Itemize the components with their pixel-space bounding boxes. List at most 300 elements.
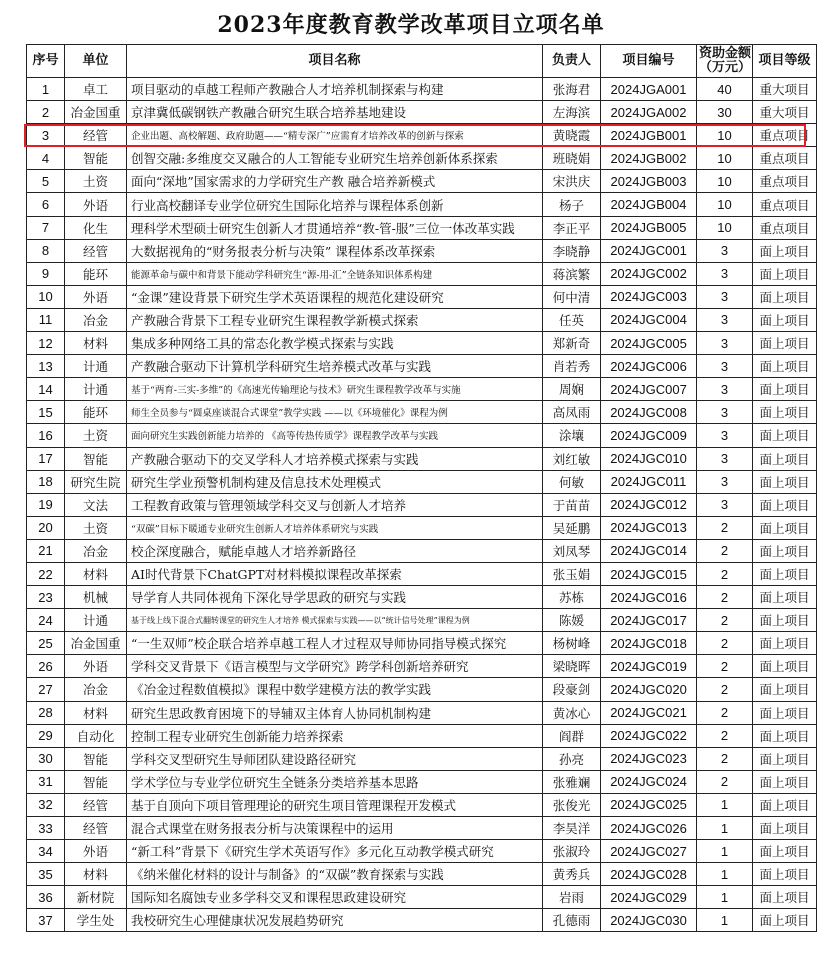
row-name: 《纳米催化材料的设计与制备》的“双碳”教育探索与实践 [127, 863, 543, 886]
row-lead: 何敏 [543, 470, 601, 493]
row-lead: 班晓娟 [543, 147, 601, 170]
table-row [27, 147, 817, 170]
row-level: 面上项目 [753, 840, 817, 863]
row-amount: 1 [697, 793, 753, 816]
row-lead: 孙亮 [543, 747, 601, 770]
table-row [27, 262, 817, 285]
row-amount: 10 [697, 193, 753, 216]
row-level: 面上项目 [753, 770, 817, 793]
row-level: 重大项目 [753, 101, 817, 124]
table-row [27, 239, 817, 262]
row-lead: 任英 [543, 308, 601, 331]
header-code: 项目编号 [601, 45, 697, 78]
row-amount: 2 [697, 516, 753, 539]
row-name: 学术学位与专业学位研究生全链条分类培养基本思路 [127, 770, 543, 793]
row-name: 基于自顶向下项目管理理论的研究生项目管理课程开发模式 [127, 793, 543, 816]
row-lead: 左海滨 [543, 101, 601, 124]
row-lead: 于苗苗 [543, 493, 601, 516]
header-amount [697, 45, 753, 78]
row-no: 23 [27, 586, 65, 609]
row-code: 2024JGB004 [601, 193, 697, 216]
row-unit: 计通 [65, 355, 127, 378]
row-amount: 2 [697, 701, 753, 724]
row-amount: 3 [697, 355, 753, 378]
row-unit: 土资 [65, 170, 127, 193]
row-unit: 化生 [65, 216, 127, 239]
row-name: 校企深度融合，赋能卓越人才培养新路径 [127, 539, 543, 562]
header-unit: 单位 [65, 45, 127, 78]
row-level: 面上项目 [753, 678, 817, 701]
table-row [27, 909, 817, 932]
row-level: 面上项目 [753, 817, 817, 840]
row-unit: 新材院 [65, 886, 127, 909]
table-row [27, 285, 817, 308]
row-amount: 30 [697, 101, 753, 124]
table-row [27, 886, 817, 909]
row-level: 面上项目 [753, 701, 817, 724]
row-code: 2024JGC028 [601, 863, 697, 886]
row-amount: 10 [697, 216, 753, 239]
row-lead: 涂壤 [543, 424, 601, 447]
row-code: 2024JGC021 [601, 701, 697, 724]
row-unit: 能环 [65, 262, 127, 285]
row-code: 2024JGA001 [601, 78, 697, 101]
row-lead: 杨子 [543, 193, 601, 216]
row-unit: 冶金国重 [65, 101, 127, 124]
row-level: 面上项目 [753, 493, 817, 516]
row-amount: 2 [697, 724, 753, 747]
header-amount-line1: 资助金额 [699, 46, 752, 61]
row-level: 面上项目 [753, 262, 817, 285]
row-code: 2024JGC009 [601, 424, 697, 447]
row-code: 2024JGC023 [601, 747, 697, 770]
row-name: “金课”建设背景下研究生学术英语课程的规范化建设研究 [127, 285, 543, 308]
row-unit: 文法 [65, 493, 127, 516]
table-row [27, 817, 817, 840]
row-no: 1 [27, 78, 65, 101]
row-lead: 李昊洋 [543, 817, 601, 840]
row-name: “新工科”背景下《研究生学术英语写作》多元化互动教学模式研究 [127, 840, 543, 863]
row-no: 30 [27, 747, 65, 770]
table-body [27, 78, 817, 932]
row-unit: 经管 [65, 793, 127, 816]
row-unit: 经管 [65, 124, 127, 147]
row-no: 4 [27, 147, 65, 170]
row-unit: 外语 [65, 655, 127, 678]
row-code: 2024JGC015 [601, 562, 697, 585]
row-lead: 张海君 [543, 78, 601, 101]
row-no: 15 [27, 401, 65, 424]
row-name: AI时代背景下ChatGPT对材料模拟课程改革探索 [127, 562, 543, 585]
row-level: 面上项目 [753, 609, 817, 632]
row-unit: 土资 [65, 516, 127, 539]
row-level: 面上项目 [753, 308, 817, 331]
row-no: 28 [27, 701, 65, 724]
row-name: 京津冀低碳钢铁产教融合研究生联合培养基地建设 [127, 101, 543, 124]
row-lead: 高凤雨 [543, 401, 601, 424]
row-lead: 杨树峰 [543, 632, 601, 655]
table-row [27, 170, 817, 193]
row-code: 2024JGC018 [601, 632, 697, 655]
row-level: 面上项目 [753, 562, 817, 585]
row-amount: 3 [697, 447, 753, 470]
row-name: “一生双师”校企联合培养卓越工程人才过程双导师协同指导模式探究 [127, 632, 543, 655]
project-table [26, 44, 817, 932]
row-level: 面上项目 [753, 516, 817, 539]
row-lead: 黄秀兵 [543, 863, 601, 886]
row-level: 重点项目 [753, 147, 817, 170]
row-lead: 张俊光 [543, 793, 601, 816]
row-no: 32 [27, 793, 65, 816]
row-lead: 吴延鹏 [543, 516, 601, 539]
row-unit: 智能 [65, 770, 127, 793]
table-header [27, 45, 817, 78]
row-no: 3 [27, 124, 65, 147]
row-no: 33 [27, 817, 65, 840]
table-row [27, 840, 817, 863]
row-code: 2024JGC017 [601, 609, 697, 632]
row-no: 24 [27, 609, 65, 632]
row-lead: 张玉娟 [543, 562, 601, 585]
row-amount: 2 [697, 586, 753, 609]
page-title: 2023年度教育教学改革项目立项名单 [217, 12, 605, 38]
row-name: 基于“两育-三实-多维”的《高速光传输理论与技术》研究生课程教学改革与实施 [127, 378, 543, 401]
row-no: 2 [27, 101, 65, 124]
row-name: 研究生学业预警机制构建及信息技术处理模式 [127, 470, 543, 493]
row-no: 34 [27, 840, 65, 863]
row-no: 21 [27, 539, 65, 562]
row-unit: 学生处 [65, 909, 127, 932]
row-lead: 蒋滨繁 [543, 262, 601, 285]
row-level: 面上项目 [753, 378, 817, 401]
row-code: 2024JGC001 [601, 239, 697, 262]
row-code: 2024JGC030 [601, 909, 697, 932]
row-amount: 1 [697, 909, 753, 932]
row-level: 面上项目 [753, 655, 817, 678]
table-row [27, 516, 817, 539]
table-row [27, 632, 817, 655]
row-level: 面上项目 [753, 285, 817, 308]
row-unit: 材料 [65, 701, 127, 724]
row-amount: 2 [697, 770, 753, 793]
row-level: 面上项目 [753, 239, 817, 262]
row-name: 大数据视角的“财务报表分析与决策” 课程体系改革探索 [127, 239, 543, 262]
table-row [27, 101, 817, 124]
row-code: 2024JGC004 [601, 308, 697, 331]
row-code: 2024JGC006 [601, 355, 697, 378]
row-unit: 冶金 [65, 678, 127, 701]
row-amount: 3 [697, 239, 753, 262]
row-level: 面上项目 [753, 586, 817, 609]
row-level: 重点项目 [753, 170, 817, 193]
header-level: 项目等级 [753, 45, 817, 78]
table-row [27, 562, 817, 585]
row-name: 面向“深地”国家需求的力学研究生产教 融合培养新模式 [127, 170, 543, 193]
row-amount: 1 [697, 817, 753, 840]
row-amount: 1 [697, 863, 753, 886]
row-name: 产教融合驱动下计算机学科研究生培养模式改革与实践 [127, 355, 543, 378]
row-no: 18 [27, 470, 65, 493]
row-lead: 宋洪庆 [543, 170, 601, 193]
row-lead: 周娴 [543, 378, 601, 401]
row-amount: 2 [697, 632, 753, 655]
row-unit: 土资 [65, 424, 127, 447]
row-unit: 冶金 [65, 539, 127, 562]
row-lead: 阎群 [543, 724, 601, 747]
row-code: 2024JGC003 [601, 285, 697, 308]
row-name: 产教融合背景下工程专业研究生课程教学新模式探索 [127, 308, 543, 331]
row-lead: 陈媛 [543, 609, 601, 632]
row-lead: 肖若秀 [543, 355, 601, 378]
row-unit: 机械 [65, 586, 127, 609]
row-level: 面上项目 [753, 863, 817, 886]
header-row [27, 45, 817, 78]
row-amount: 10 [697, 147, 753, 170]
row-name: 能源革命与碳中和背景下能动学科研究生“源-用-汇”全链条知识体系构建 [127, 262, 543, 285]
row-level: 面上项目 [753, 909, 817, 932]
table-row [27, 378, 817, 401]
row-level: 面上项目 [753, 470, 817, 493]
row-no: 13 [27, 355, 65, 378]
table-row [27, 424, 817, 447]
row-amount: 3 [697, 308, 753, 331]
row-name: 创智交融:多维度交叉融合的人工智能专业研究生培养创新体系探索 [127, 147, 543, 170]
row-lead: 段豪剑 [543, 678, 601, 701]
row-no: 10 [27, 285, 65, 308]
table-row [27, 770, 817, 793]
row-name: 我校研究生心理健康状况发展趋势研究 [127, 909, 543, 932]
row-no: 22 [27, 562, 65, 585]
row-no: 29 [27, 724, 65, 747]
row-name: 国际知名腐蚀专业多学科交叉和课程思政建设研究 [127, 886, 543, 909]
row-name: 企业出题、高校解题、政府助题——“精专深广”应需育才培养改革的创新与探索 [127, 124, 543, 147]
table-row [27, 655, 817, 678]
row-unit: 计通 [65, 609, 127, 632]
row-amount: 2 [697, 562, 753, 585]
header-name: 项目名称 [127, 45, 543, 78]
row-code: 2024JGC011 [601, 470, 697, 493]
table-row [27, 493, 817, 516]
row-code: 2024JGC002 [601, 262, 697, 285]
table-row [27, 216, 817, 239]
table-row [27, 355, 817, 378]
row-amount: 2 [697, 747, 753, 770]
row-lead: 张雅斓 [543, 770, 601, 793]
row-code: 2024JGC020 [601, 678, 697, 701]
row-unit: 材料 [65, 562, 127, 585]
row-level: 面上项目 [753, 447, 817, 470]
row-lead: 刘凤琴 [543, 539, 601, 562]
header-amount-line2: （万元） [699, 60, 752, 75]
row-unit: 冶金 [65, 308, 127, 331]
row-name: 理科学术型硕士研究生创新人才贯通培养“教-管-服”三位一体改革实践 [127, 216, 543, 239]
table-row [27, 470, 817, 493]
row-level: 面上项目 [753, 886, 817, 909]
row-lead: 岩雨 [543, 886, 601, 909]
row-code: 2024JGB005 [601, 216, 697, 239]
row-amount: 3 [697, 493, 753, 516]
row-unit: 研究生院 [65, 470, 127, 493]
row-unit: 能环 [65, 401, 127, 424]
row-name: 集成多种网络工具的常态化教学模式探索与实践 [127, 332, 543, 355]
row-no: 6 [27, 193, 65, 216]
row-no: 31 [27, 770, 65, 793]
row-level: 重点项目 [753, 193, 817, 216]
table-row [27, 124, 817, 147]
row-name: “双碳”目标下暖通专业研究生创新人才培养体系研究与实践 [127, 516, 543, 539]
row-code: 2024JGC007 [601, 378, 697, 401]
row-name: 行业高校翻译专业学位研究生国际化培养与课程体系创新 [127, 193, 543, 216]
table-row [27, 724, 817, 747]
row-level: 面上项目 [753, 724, 817, 747]
row-lead: 李晓静 [543, 239, 601, 262]
table-row [27, 747, 817, 770]
row-name: 学科交叉型研究生导师团队建设路径研究 [127, 747, 543, 770]
row-level: 面上项目 [753, 355, 817, 378]
row-code: 2024JGC022 [601, 724, 697, 747]
table-row [27, 701, 817, 724]
row-lead: 何中清 [543, 285, 601, 308]
row-no: 11 [27, 308, 65, 331]
table-row [27, 447, 817, 470]
row-code: 2024JGB002 [601, 147, 697, 170]
row-name: 师生全员参与“圆桌座谈混合式课堂”教学实践 ——以《环境催化》课程为例 [127, 401, 543, 424]
row-name: 基于线上线下混合式翻转课堂的研究生人才培养 模式探索与实践——以“统计信号处理”课程为例 [127, 609, 543, 632]
row-level: 面上项目 [753, 747, 817, 770]
row-amount: 1 [697, 886, 753, 909]
row-code: 2024JGB003 [601, 170, 697, 193]
table-row [27, 586, 817, 609]
row-name: 项目驱动的卓越工程师产教融合人才培养机制探索与构建 [127, 78, 543, 101]
row-level: 面上项目 [753, 632, 817, 655]
row-unit: 经管 [65, 817, 127, 840]
row-no: 37 [27, 909, 65, 932]
row-name: 导学育人共同体视角下深化导学思政的研究与实践 [127, 586, 543, 609]
row-level: 面上项目 [753, 401, 817, 424]
row-amount: 3 [697, 401, 753, 424]
row-name: 面向研究生实践创新能力培养的 《高等传热传质学》课程教学改革与实践 [127, 424, 543, 447]
row-lead: 黄晓霞 [543, 124, 601, 147]
table-row [27, 539, 817, 562]
row-unit: 自动化 [65, 724, 127, 747]
row-unit: 外语 [65, 193, 127, 216]
row-unit: 冶金国重 [65, 632, 127, 655]
row-lead: 孔德雨 [543, 909, 601, 932]
row-amount: 3 [697, 378, 753, 401]
row-amount: 2 [697, 655, 753, 678]
row-amount: 10 [697, 170, 753, 193]
row-unit: 材料 [65, 332, 127, 355]
row-level: 面上项目 [753, 539, 817, 562]
row-unit: 经管 [65, 239, 127, 262]
table-row [27, 401, 817, 424]
row-code: 2024JGC025 [601, 793, 697, 816]
row-no: 26 [27, 655, 65, 678]
row-level: 重点项目 [753, 124, 817, 147]
row-lead: 黄冰心 [543, 701, 601, 724]
row-amount: 1 [697, 840, 753, 863]
row-no: 25 [27, 632, 65, 655]
row-name: 研究生思政教育困境下的导辅双主体育人协同机制构建 [127, 701, 543, 724]
row-name: 控制工程专业研究生创新能力培养探索 [127, 724, 543, 747]
row-unit: 外语 [65, 285, 127, 308]
row-lead: 刘红敏 [543, 447, 601, 470]
row-no: 7 [27, 216, 65, 239]
row-no: 36 [27, 886, 65, 909]
header-no: 序号 [27, 45, 65, 78]
row-amount: 2 [697, 678, 753, 701]
row-code: 2024JGC024 [601, 770, 697, 793]
table-row [27, 308, 817, 331]
row-amount: 2 [697, 609, 753, 632]
row-no: 5 [27, 170, 65, 193]
row-no: 8 [27, 239, 65, 262]
row-unit: 智能 [65, 147, 127, 170]
row-amount: 2 [697, 539, 753, 562]
row-no: 17 [27, 447, 65, 470]
row-lead: 梁晓晖 [543, 655, 601, 678]
row-level: 重大项目 [753, 78, 817, 101]
row-name: 《冶金过程数值模拟》课程中数学建模方法的教学实践 [127, 678, 543, 701]
row-unit: 计通 [65, 378, 127, 401]
row-amount: 3 [697, 262, 753, 285]
row-lead: 郑新奇 [543, 332, 601, 355]
table-row [27, 78, 817, 101]
row-unit: 材料 [65, 863, 127, 886]
header-lead: 负责人 [543, 45, 601, 78]
row-level: 面上项目 [753, 332, 817, 355]
row-lead: 苏栋 [543, 586, 601, 609]
row-code: 2024JGC010 [601, 447, 697, 470]
row-no: 16 [27, 424, 65, 447]
row-code: 2024JGC019 [601, 655, 697, 678]
row-lead: 李正平 [543, 216, 601, 239]
row-no: 27 [27, 678, 65, 701]
row-amount: 3 [697, 424, 753, 447]
row-no: 9 [27, 262, 65, 285]
table-row [27, 332, 817, 355]
row-name: 产教融合驱动下的交叉学科人才培养模式探索与实践 [127, 447, 543, 470]
row-unit: 外语 [65, 840, 127, 863]
row-no: 14 [27, 378, 65, 401]
row-name: 学科交叉背景下《语言模型与文学研究》跨学科创新培养研究 [127, 655, 543, 678]
row-no: 35 [27, 863, 65, 886]
row-code: 2024JGC016 [601, 586, 697, 609]
row-level: 面上项目 [753, 424, 817, 447]
row-code: 2024JGC014 [601, 539, 697, 562]
row-level: 重点项目 [753, 216, 817, 239]
row-code: 2024JGC005 [601, 332, 697, 355]
table-row [27, 863, 817, 886]
row-code: 2024JGC029 [601, 886, 697, 909]
row-no: 19 [27, 493, 65, 516]
row-code: 2024JGB001 [601, 124, 697, 147]
row-code: 2024JGC026 [601, 817, 697, 840]
table-row [27, 193, 817, 216]
row-unit: 卓工 [65, 78, 127, 101]
row-name: 工程教育政策与管理领域学科交叉与创新人才培养 [127, 493, 543, 516]
table-row [27, 678, 817, 701]
row-code: 2024JGC012 [601, 493, 697, 516]
row-lead: 张淑玲 [543, 840, 601, 863]
row-amount: 3 [697, 285, 753, 308]
row-unit: 智能 [65, 747, 127, 770]
table-row [27, 609, 817, 632]
row-code: 2024JGA002 [601, 101, 697, 124]
row-amount: 3 [697, 332, 753, 355]
row-amount: 40 [697, 78, 753, 101]
row-code: 2024JGC027 [601, 840, 697, 863]
